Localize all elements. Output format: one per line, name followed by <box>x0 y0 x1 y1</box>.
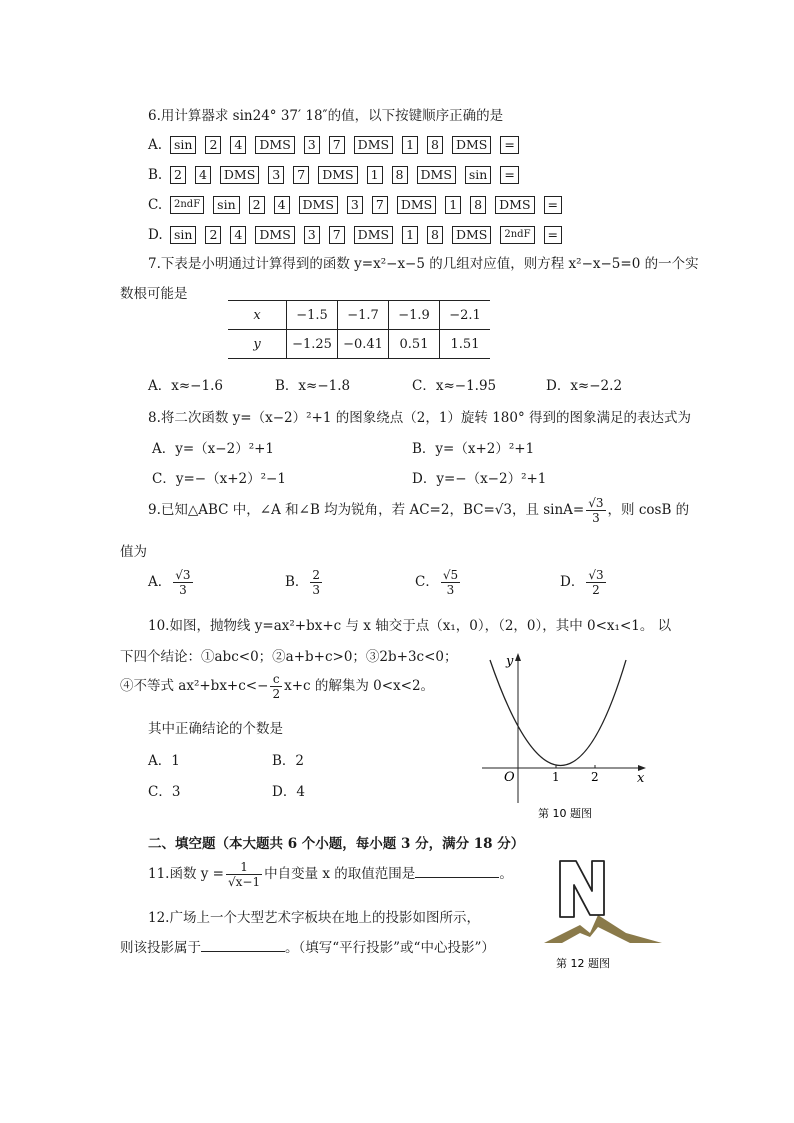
calculator-key: = <box>500 166 518 184</box>
q12-text-b: 。（填写“平行投影”或“中心投影”） <box>285 940 495 956</box>
calculator-key: DMS <box>255 226 294 244</box>
q10-option-c: C．3 <box>148 784 181 800</box>
calculator-key: sin <box>170 136 196 154</box>
x-axis-label: x <box>637 771 645 786</box>
table-cell: −1.25 <box>287 330 338 359</box>
calculator-key: 7 <box>329 226 345 244</box>
calculator-key: 1 <box>367 166 383 184</box>
option-fraction <box>441 568 460 597</box>
q10-stem-line3 <box>120 672 434 701</box>
calculator-key: 4 <box>195 166 211 184</box>
figure-caption: 第 12 题图 <box>556 957 610 970</box>
q7-stem-line2: 数根可能是 <box>120 286 188 302</box>
table-cell: x <box>228 301 287 330</box>
option-label: A． <box>148 574 172 590</box>
calculator-key: DMS <box>354 226 393 244</box>
fraction-numerator: 2 <box>312 568 321 582</box>
q8-option-d: D．y=−（x−2）²+1 <box>412 471 547 487</box>
q10-stem-line1: 10.如图，抛物线 y=ax²+bx+c 与 x 轴交于点（x₁，0），（2，0），其中 0<x₁<1。 以 <box>148 618 672 634</box>
q6-option-a <box>148 136 528 154</box>
calculator-key: DMS <box>452 136 491 154</box>
calculator-key: DMS <box>452 226 491 244</box>
projection-shadow <box>544 915 662 943</box>
q12-projection-figure <box>542 855 667 975</box>
q7-option-b: B．x≈−1.8 <box>275 378 351 394</box>
q10-option-b: B．2 <box>272 753 305 769</box>
q8-option-a: A．y=（x−2）²+1 <box>152 441 275 457</box>
q9-stem-line2: 值为 <box>120 544 147 560</box>
fraction-numerator: c <box>270 672 282 687</box>
option-label: B. <box>148 166 163 183</box>
option-label: D． <box>560 574 585 590</box>
q7-option-c: C．x≈−1.95 <box>412 378 497 394</box>
option-label: A. <box>148 136 163 153</box>
calculator-key: DMS <box>220 166 259 184</box>
q11-text-end: 。 <box>499 866 513 882</box>
q6-option-c <box>148 196 571 214</box>
calculator-key: = <box>544 226 562 244</box>
fraction-denominator: 3 <box>592 511 600 525</box>
option-fraction <box>310 568 322 597</box>
table-cell: −2.1 <box>440 301 491 330</box>
calculator-key: 2ndF <box>500 226 534 244</box>
calculator-key: sin <box>213 196 239 214</box>
option-label: C． <box>415 574 439 590</box>
calculator-key: 8 <box>427 226 443 244</box>
table-row <box>228 301 490 330</box>
fraction-numerator: √3 <box>588 496 604 510</box>
fraction-denominator: 3 <box>312 583 321 597</box>
option-fraction <box>586 568 605 597</box>
y-axis-arrow-icon <box>515 653 521 661</box>
q10-stem-line2: 下四个结论：①abc<0；②a+b+c>0；③2b+3c<0； <box>120 649 458 665</box>
calculator-key: = <box>500 136 518 154</box>
calculator-key: 8 <box>427 136 443 154</box>
calculator-key: 4 <box>230 136 246 154</box>
q10-stem-line4: 其中正确结论的个数是 <box>148 721 283 737</box>
calculator-key: DMS <box>255 136 294 154</box>
q11-answer-blank[interactable] <box>415 863 499 878</box>
table-cell: −1.9 <box>389 301 440 330</box>
q10-line3-text-a: ④不等式 ax²+bx+c<− <box>120 678 269 694</box>
calculator-key: 4 <box>274 196 290 214</box>
q8-option-b: B．y=（x+2）²+1 <box>412 441 535 457</box>
fraction-numerator: 1 <box>226 860 262 875</box>
q9-stem-text-a: 9.已知△ABC 中，∠A 和∠B 均为锐角，若 AC=2，BC=√3，且 sinA= <box>148 502 585 518</box>
q12-stem-line1: 12.广场上一个大型艺术字板块在地上的投影如图所示， <box>148 910 480 926</box>
q11-fraction <box>226 860 262 889</box>
q10-parabola-figure <box>470 645 660 825</box>
table-cell: y <box>228 330 287 359</box>
fraction-denominator: 2 <box>592 583 600 597</box>
fraction-denominator: √x−1 <box>228 875 261 889</box>
q10-c-over-2-fraction <box>270 672 282 701</box>
q12-stem-line2 <box>120 936 495 956</box>
q8-stem: 8.将二次函数 y=（x−2）²+1 的图象绕点（2，1）旋转 180° 得到的图象满足的表达式为 <box>148 410 692 426</box>
calculator-key: 3 <box>347 196 363 214</box>
q9-option-b <box>285 568 324 597</box>
calculator-key: 1 <box>402 136 418 154</box>
calculator-key: 1 <box>402 226 418 244</box>
calculator-key: 7 <box>293 166 309 184</box>
fraction-denominator: 2 <box>272 687 281 701</box>
q7-stem-line1: 7.下表是小明通过计算得到的函数 y=x²−x−5 的几组对应值，则方程 x²−x−5=0 的一个实 <box>148 256 699 272</box>
calculator-key: 2 <box>249 196 265 214</box>
q7-option-d: D．x≈−2.2 <box>546 378 623 394</box>
q9-option-a <box>148 568 195 597</box>
tick-label-2: 2 <box>591 770 599 784</box>
q12-text-a: 则该投影属于 <box>120 940 201 956</box>
calculator-key: 3 <box>304 226 320 244</box>
calculator-key: 2 <box>205 136 221 154</box>
fraction-denominator: 3 <box>446 583 455 597</box>
q7-value-table <box>228 300 490 359</box>
calculator-key: DMS <box>354 136 393 154</box>
calculator-key: 3 <box>304 136 320 154</box>
calculator-key: 8 <box>470 196 486 214</box>
y-axis-label: y <box>506 654 514 669</box>
letter-n-board <box>560 861 604 917</box>
q11-text-b: 中自变量 x 的取值范围是 <box>264 866 416 882</box>
calculator-key: 8 <box>392 166 408 184</box>
figure-caption: 第 10 题图 <box>538 807 592 820</box>
calculator-key: DMS <box>397 196 436 214</box>
table-cell: −1.7 <box>338 301 389 330</box>
q9-stem <box>148 496 689 525</box>
q11-text-a: 11.函数 y = <box>148 866 224 882</box>
parabola-curve <box>490 660 626 766</box>
origin-label: O <box>504 770 515 785</box>
table-cell: −0.41 <box>338 330 389 359</box>
calculator-key: 2 <box>205 226 221 244</box>
section-title: 二、填空题（本大题共 6 个小题，每小题 3 分，满分 18 分） <box>148 836 525 852</box>
calculator-key: DMS <box>417 166 456 184</box>
q7-option-a: A．x≈−1.6 <box>148 378 223 394</box>
calculator-key: 4 <box>230 226 246 244</box>
q6-option-b <box>148 166 528 184</box>
fraction-denominator: 3 <box>179 583 187 597</box>
table-cell: 1.51 <box>440 330 491 359</box>
q9-option-c <box>415 568 462 597</box>
q10-option-d: D．4 <box>272 784 305 800</box>
calculator-key: 7 <box>329 136 345 154</box>
tick-label-1: 1 <box>552 770 560 784</box>
table-cell: 0.51 <box>389 330 440 359</box>
calculator-key: 1 <box>445 196 461 214</box>
fraction-numerator: √3 <box>588 568 604 582</box>
q6-stem: 6.用计算器求 sin24° 37′ 18″的值，以下按键顺序正确的是 <box>148 108 504 124</box>
calculator-key: 7 <box>372 196 388 214</box>
table-cell: −1.5 <box>287 301 338 330</box>
q10-option-a: A．1 <box>148 753 180 769</box>
calculator-key: DMS <box>318 166 357 184</box>
fraction-numerator: √5 <box>442 568 459 582</box>
option-label: D. <box>148 226 163 243</box>
q12-answer-blank[interactable] <box>201 937 285 952</box>
calculator-key: 2 <box>170 166 186 184</box>
q8-option-c: C．y=−（x+2）²−1 <box>152 471 286 487</box>
q11-stem <box>148 860 513 889</box>
q9-stem-text-b: ，则 cosB 的 <box>607 502 690 518</box>
calculator-key: sin <box>170 226 196 244</box>
calculator-key: sin <box>465 166 491 184</box>
q10-line3-text-b: x+c 的解集为 0<x<2。 <box>284 678 435 694</box>
option-fraction <box>173 568 192 597</box>
q6-option-d <box>148 226 571 244</box>
q9-option-d <box>560 568 608 597</box>
calculator-key: 2ndF <box>170 196 204 214</box>
table-row <box>228 330 490 359</box>
option-label: B． <box>285 574 309 590</box>
calculator-key: = <box>544 196 562 214</box>
fraction-numerator: √3 <box>175 568 191 582</box>
q9-sina-fraction <box>586 496 605 525</box>
option-label: C. <box>148 196 163 213</box>
calculator-key: 3 <box>268 166 284 184</box>
calculator-key: DMS <box>299 196 338 214</box>
calculator-key: DMS <box>495 196 534 214</box>
